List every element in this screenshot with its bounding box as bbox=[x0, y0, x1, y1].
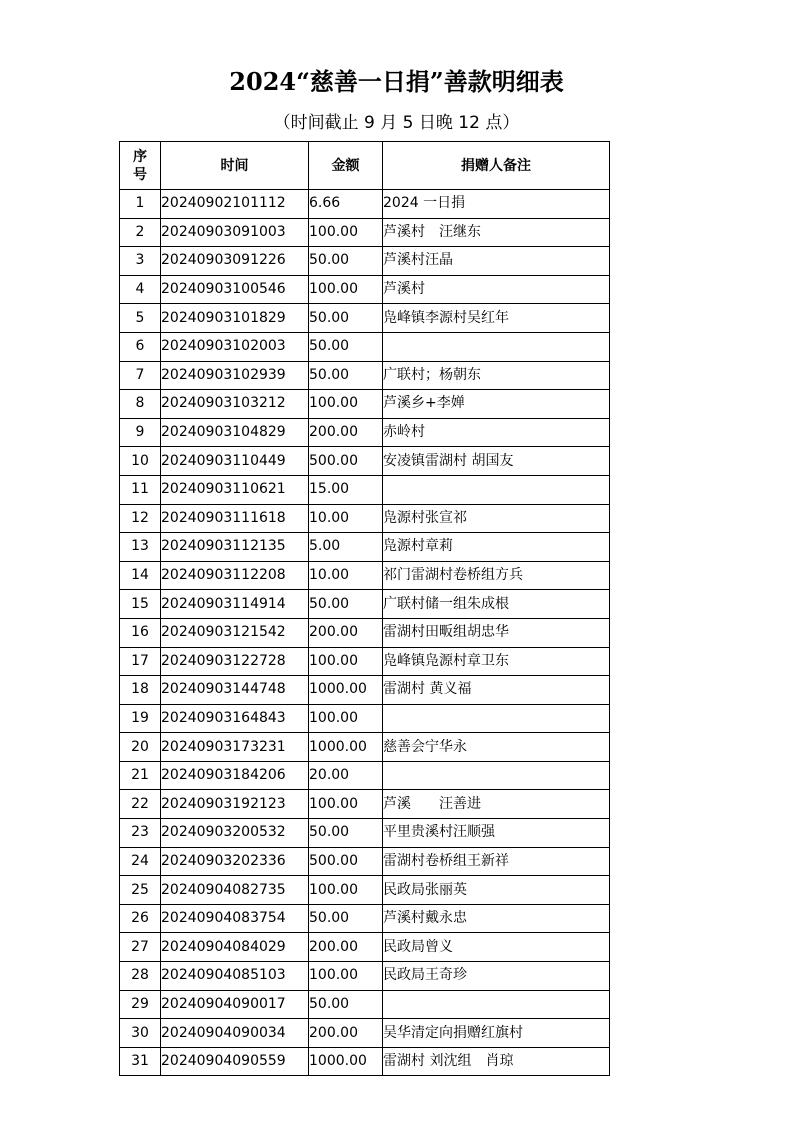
header-time: 时间 bbox=[161, 142, 309, 190]
cell-time: 20240903110621 bbox=[161, 475, 309, 504]
cell-note bbox=[383, 704, 610, 733]
cell-time: 20240904090034 bbox=[161, 1019, 309, 1048]
cell-note: 芦溪村 汪继东 bbox=[383, 218, 610, 247]
table-row bbox=[120, 704, 610, 733]
cell-note: 赤岭村 bbox=[383, 418, 610, 447]
cell-note: 芦溪村汪晶 bbox=[383, 247, 610, 276]
cell-index: 17 bbox=[120, 647, 161, 676]
table-row bbox=[120, 190, 610, 219]
cell-index: 1 bbox=[120, 190, 161, 219]
cell-time: 20240903192123 bbox=[161, 790, 309, 819]
cell-note: 芦溪乡+李婵 bbox=[383, 390, 610, 419]
cell-index: 3 bbox=[120, 247, 161, 276]
table-row bbox=[120, 847, 610, 876]
cell-amount: 100.00 bbox=[309, 647, 383, 676]
cell-time: 20240903112135 bbox=[161, 533, 309, 562]
cell-note: 凫峰镇凫源村章卫东 bbox=[383, 647, 610, 676]
cell-amount: 10.00 bbox=[309, 561, 383, 590]
cell-time: 20240902101112 bbox=[161, 190, 309, 219]
table-row bbox=[120, 933, 610, 962]
cell-amount: 1000.00 bbox=[309, 1047, 383, 1076]
cell-time: 20240903144748 bbox=[161, 676, 309, 705]
cell-index: 15 bbox=[120, 590, 161, 619]
cell-time: 20240903102003 bbox=[161, 332, 309, 361]
cell-time: 20240903202336 bbox=[161, 847, 309, 876]
cell-note: 芦溪村 bbox=[383, 275, 610, 304]
table-row bbox=[120, 676, 610, 705]
cell-amount: 50.00 bbox=[309, 304, 383, 333]
cell-index: 20 bbox=[120, 733, 161, 762]
table-row bbox=[120, 733, 610, 762]
cell-index: 19 bbox=[120, 704, 161, 733]
cell-time: 20240903104829 bbox=[161, 418, 309, 447]
cell-amount: 500.00 bbox=[309, 847, 383, 876]
cell-time: 20240903102939 bbox=[161, 361, 309, 390]
table-row bbox=[120, 590, 610, 619]
cell-amount: 50.00 bbox=[309, 904, 383, 933]
cell-time: 20240904085103 bbox=[161, 962, 309, 991]
table-row bbox=[120, 447, 610, 476]
cell-amount: 15.00 bbox=[309, 475, 383, 504]
header-index: 序号 bbox=[120, 142, 161, 190]
cell-index: 24 bbox=[120, 847, 161, 876]
cell-index: 9 bbox=[120, 418, 161, 447]
table-header-row bbox=[120, 142, 610, 190]
donation-table bbox=[119, 141, 610, 1076]
cell-note: 2024 一日捐 bbox=[383, 190, 610, 219]
cell-amount: 1000.00 bbox=[309, 733, 383, 762]
table-row bbox=[120, 962, 610, 991]
table-row bbox=[120, 1047, 610, 1076]
cell-index: 28 bbox=[120, 962, 161, 991]
table-row bbox=[120, 418, 610, 447]
cell-amount: 10.00 bbox=[309, 504, 383, 533]
cell-note: 凫源村张宣祁 bbox=[383, 504, 610, 533]
cell-index: 18 bbox=[120, 676, 161, 705]
cell-amount: 1000.00 bbox=[309, 676, 383, 705]
table-row bbox=[120, 990, 610, 1019]
cell-index: 16 bbox=[120, 618, 161, 647]
cell-time: 20240903121542 bbox=[161, 618, 309, 647]
cell-time: 20240903112208 bbox=[161, 561, 309, 590]
cell-amount: 50.00 bbox=[309, 819, 383, 848]
table-row bbox=[120, 304, 610, 333]
cell-time: 20240903091003 bbox=[161, 218, 309, 247]
table-body bbox=[120, 190, 610, 1076]
cell-note bbox=[383, 332, 610, 361]
cell-time: 20240903101829 bbox=[161, 304, 309, 333]
table-row bbox=[120, 332, 610, 361]
cell-note: 雷湖村 刘沈组 肖琼 bbox=[383, 1047, 610, 1076]
cell-note: 芦溪 汪善进 bbox=[383, 790, 610, 819]
cell-amount: 100.00 bbox=[309, 275, 383, 304]
cell-index: 8 bbox=[120, 390, 161, 419]
cell-time: 20240903111618 bbox=[161, 504, 309, 533]
page-title: 2024“慈善一日捐”善款明细表 bbox=[229, 67, 564, 96]
cell-amount: 500.00 bbox=[309, 447, 383, 476]
cell-note: 芦溪村戴永忠 bbox=[383, 904, 610, 933]
cell-note: 雷湖村卷桥组王新祥 bbox=[383, 847, 610, 876]
cell-index: 31 bbox=[120, 1047, 161, 1076]
cell-index: 12 bbox=[120, 504, 161, 533]
table-row bbox=[120, 647, 610, 676]
cell-index: 13 bbox=[120, 533, 161, 562]
cell-time: 20240903100546 bbox=[161, 275, 309, 304]
cell-amount: 100.00 bbox=[309, 704, 383, 733]
cell-index: 4 bbox=[120, 275, 161, 304]
table-row bbox=[120, 876, 610, 905]
cell-note: 安凌镇雷湖村 胡国友 bbox=[383, 447, 610, 476]
table-row bbox=[120, 761, 610, 790]
cell-note bbox=[383, 761, 610, 790]
cell-time: 20240903164843 bbox=[161, 704, 309, 733]
cell-amount: 100.00 bbox=[309, 218, 383, 247]
cell-amount: 50.00 bbox=[309, 590, 383, 619]
cell-index: 22 bbox=[120, 790, 161, 819]
cell-amount: 100.00 bbox=[309, 962, 383, 991]
cell-note: 民政局王奇珍 bbox=[383, 962, 610, 991]
table-row bbox=[120, 475, 610, 504]
cell-note: 平里贵溪村汪顺强 bbox=[383, 819, 610, 848]
table-row bbox=[120, 275, 610, 304]
cell-index: 7 bbox=[120, 361, 161, 390]
cell-index: 29 bbox=[120, 990, 161, 1019]
cell-amount: 100.00 bbox=[309, 390, 383, 419]
cell-time: 20240903091226 bbox=[161, 247, 309, 276]
cell-index: 6 bbox=[120, 332, 161, 361]
cell-amount: 200.00 bbox=[309, 418, 383, 447]
cell-note: 吴华清定向捐赠红旗村 bbox=[383, 1019, 610, 1048]
cell-amount: 50.00 bbox=[309, 990, 383, 1019]
table-row bbox=[120, 533, 610, 562]
table-row bbox=[120, 247, 610, 276]
cell-index: 14 bbox=[120, 561, 161, 590]
cell-amount: 6.66 bbox=[309, 190, 383, 219]
cell-amount: 200.00 bbox=[309, 618, 383, 647]
cell-time: 20240903184206 bbox=[161, 761, 309, 790]
cell-time: 20240903200532 bbox=[161, 819, 309, 848]
cell-note: 民政局张丽英 bbox=[383, 876, 610, 905]
cell-time: 20240904090559 bbox=[161, 1047, 309, 1076]
cell-index: 27 bbox=[120, 933, 161, 962]
table-row bbox=[120, 218, 610, 247]
cell-amount: 200.00 bbox=[309, 1019, 383, 1048]
cell-note: 广联村；杨朝东 bbox=[383, 361, 610, 390]
cell-index: 26 bbox=[120, 904, 161, 933]
cell-note: 雷湖村田畈组胡忠华 bbox=[383, 618, 610, 647]
cell-amount: 50.00 bbox=[309, 247, 383, 276]
cell-note: 凫峰镇李源村吴红年 bbox=[383, 304, 610, 333]
cell-index: 30 bbox=[120, 1019, 161, 1048]
cell-amount: 100.00 bbox=[309, 876, 383, 905]
cell-time: 20240904084029 bbox=[161, 933, 309, 962]
cell-index: 21 bbox=[120, 761, 161, 790]
table-row bbox=[120, 790, 610, 819]
header-amount: 金额 bbox=[309, 142, 383, 190]
cell-index: 10 bbox=[120, 447, 161, 476]
cell-note bbox=[383, 990, 610, 1019]
header-note: 捐赠人备注 bbox=[383, 142, 610, 190]
table-row bbox=[120, 1019, 610, 1048]
cell-amount: 200.00 bbox=[309, 933, 383, 962]
cell-time: 20240903114914 bbox=[161, 590, 309, 619]
cell-amount: 100.00 bbox=[309, 790, 383, 819]
cell-time: 20240903110449 bbox=[161, 447, 309, 476]
table-row bbox=[120, 504, 610, 533]
cell-time: 20240903122728 bbox=[161, 647, 309, 676]
cell-amount: 5.00 bbox=[309, 533, 383, 562]
cell-time: 20240904082735 bbox=[161, 876, 309, 905]
table-row bbox=[120, 561, 610, 590]
cell-note: 祁门雷湖村卷桥组方兵 bbox=[383, 561, 610, 590]
cell-index: 11 bbox=[120, 475, 161, 504]
cell-index: 25 bbox=[120, 876, 161, 905]
cell-index: 5 bbox=[120, 304, 161, 333]
table-row bbox=[120, 904, 610, 933]
table-row bbox=[120, 819, 610, 848]
cell-note bbox=[383, 475, 610, 504]
cell-amount: 20.00 bbox=[309, 761, 383, 790]
cell-index: 23 bbox=[120, 819, 161, 848]
cell-note: 广联村储一组朱成根 bbox=[383, 590, 610, 619]
cell-index: 2 bbox=[120, 218, 161, 247]
cell-note: 民政局曾义 bbox=[383, 933, 610, 962]
cell-amount: 50.00 bbox=[309, 361, 383, 390]
cell-note: 慈善会宁华永 bbox=[383, 733, 610, 762]
page-subtitle: （时间截止 9 月 5 日晚 12 点） bbox=[273, 113, 520, 133]
table-row bbox=[120, 618, 610, 647]
cell-amount: 50.00 bbox=[309, 332, 383, 361]
cell-time: 20240903173231 bbox=[161, 733, 309, 762]
table-row bbox=[120, 361, 610, 390]
cell-time: 20240904083754 bbox=[161, 904, 309, 933]
table-row bbox=[120, 390, 610, 419]
cell-time: 20240904090017 bbox=[161, 990, 309, 1019]
cell-time: 20240903103212 bbox=[161, 390, 309, 419]
cell-note: 雷湖村 黄义福 bbox=[383, 676, 610, 705]
cell-note: 凫源村章莉 bbox=[383, 533, 610, 562]
